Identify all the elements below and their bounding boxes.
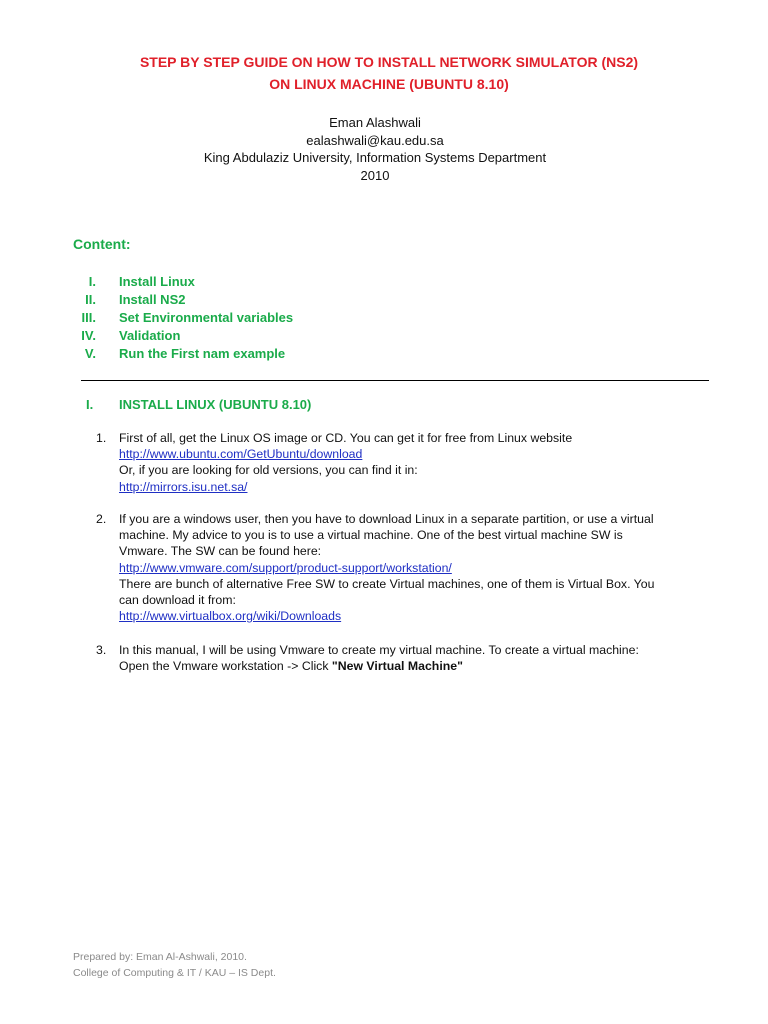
- document-year: 2010: [360, 168, 390, 183]
- toc-item-label: Run the First nam example: [119, 346, 286, 361]
- toc-item-label: Validation: [119, 328, 181, 343]
- toc-item-number: V.: [84, 346, 96, 361]
- new-virtual-machine-label: "New Virtual Machine": [331, 659, 463, 674]
- document-title-line-1: STEP BY STEP GUIDE ON HOW TO INSTALL NETWORK SIMULATOR (NS2): [139, 54, 639, 70]
- step-text: machine. My advice to you is to use a virtual machine. One of the best virtual machine SW is: [119, 528, 623, 543]
- toc-item-label: Install NS2: [119, 292, 186, 307]
- toc-item-number: II.: [85, 292, 96, 307]
- toc-item-number: III.: [81, 310, 96, 325]
- section-number: I.: [86, 397, 94, 412]
- toc-item-validation: [0, 327, 500, 345]
- step-text: In this manual, I will be using Vmware to create my virtual machine. To create a virtual machine:: [119, 643, 639, 657]
- step-text: Or, if you are looking for old versions, you can find it in:: [119, 463, 418, 478]
- step-number: 2.: [96, 512, 107, 526]
- mirrors-isu-link[interactable]: http://mirrors.isu.net.sa/: [119, 479, 248, 494]
- content-heading: Content:: [73, 236, 131, 252]
- footer-prepared-by: Prepared by: Eman Al-Ashwali, 2010.: [73, 951, 247, 963]
- toc-item-number: IV.: [81, 328, 96, 343]
- step-body: [119, 511, 709, 624]
- toc-item-install-linux: [0, 273, 500, 291]
- step-text: First of all, get the Linux OS image or CD. You can get it for free from Linux website: [119, 431, 573, 445]
- toc-item-install-ns2: [0, 291, 500, 309]
- toc-item-label: Set Environmental variables: [119, 310, 294, 325]
- ubuntu-download-link[interactable]: http://www.ubuntu.com/GetUbuntu/download: [119, 447, 363, 462]
- author-email: ealashwali@kau.edu.sa: [306, 133, 444, 148]
- document-title-line-2: ON LINUX MACHINE (UBUNTU 8.10): [269, 76, 509, 92]
- toc-item-set-environmental-variables: [0, 309, 500, 327]
- toc-item-run-first-nam-example: [0, 345, 500, 363]
- vmware-workstation-link[interactable]: http://www.vmware.com/support/product-support/workstation/: [119, 560, 452, 575]
- section-divider: [81, 380, 709, 381]
- step-text: If you are a windows user, then you have to download Linux in a separate partition, or use a virtual: [119, 512, 654, 526]
- step-text-prefix: Open the Vmware workstation -> Click: [119, 659, 332, 674]
- step-text: [119, 658, 709, 674]
- step-text: Vmware. The SW can be found here:: [119, 544, 322, 559]
- author-name: Eman Alashwali: [329, 115, 421, 130]
- table-of-contents: [0, 273, 500, 363]
- virtualbox-downloads-link[interactable]: http://www.virtualbox.org/wiki/Downloads: [119, 609, 342, 624]
- step-number: 3.: [96, 643, 107, 657]
- toc-item-label: Install Linux: [119, 274, 195, 289]
- footer-college: College of Computing & IT / KAU – IS Dept.: [73, 966, 276, 979]
- page-footer: [73, 950, 276, 981]
- toc-item-number: I.: [88, 274, 96, 289]
- step-number: 1.: [96, 431, 107, 445]
- step-body: [119, 430, 709, 495]
- step-text: There are bunch of alternative Free SW to create Virtual machines, one of them is Virtual Box. You: [119, 576, 655, 591]
- section-title: INSTALL LINUX (UBUNTU 8.10): [119, 397, 312, 412]
- author-affiliation: King Abdulaziz University, Information Systems Department: [203, 150, 547, 165]
- step-text: can download it from:: [119, 593, 236, 608]
- step-body: [119, 642, 709, 674]
